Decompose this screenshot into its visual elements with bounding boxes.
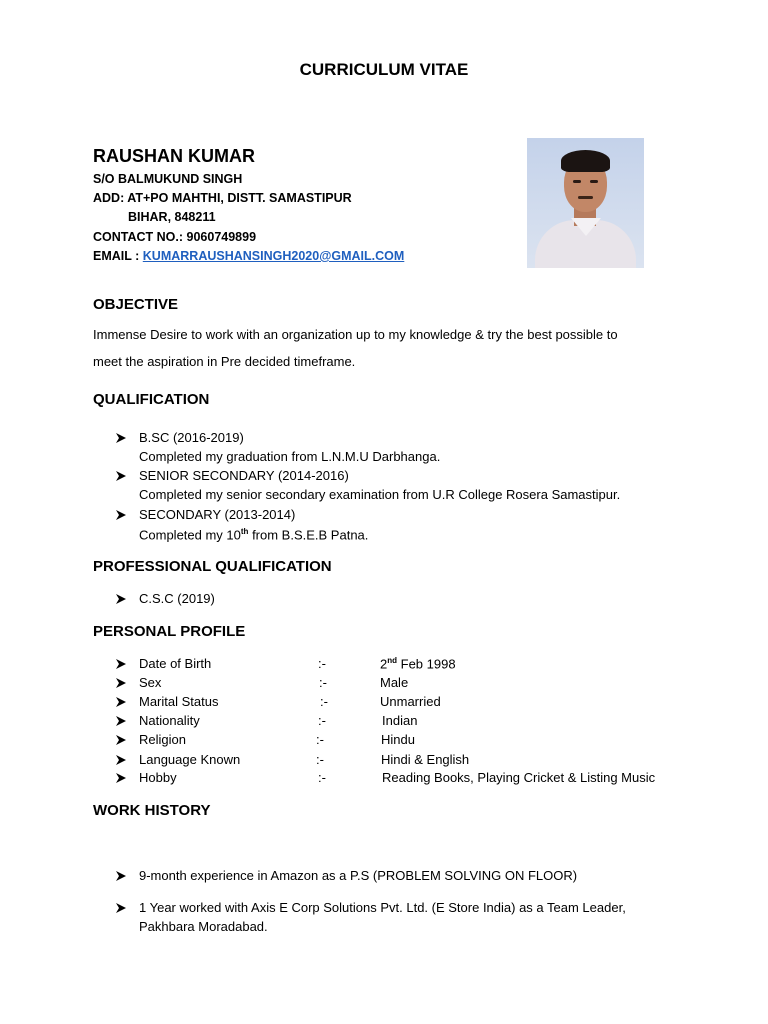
profile-photo — [527, 138, 644, 268]
professional-heading: PROFESSIONAL QUALIFICATION — [93, 558, 332, 575]
value-superscript: nd — [387, 656, 398, 665]
work-item-2-line-2: Pakhbara Moradabad. — [139, 919, 268, 934]
work-item-2-line-1: 1 Year worked with Axis E Corp Solutions Pvt. Ltd. (E Store India) as a Team Leader, — [139, 900, 626, 915]
personal-value-language: Hindi & English — [381, 752, 470, 767]
objective-line-1: Immense Desire to work with an organization up to my knowledge & try the best possible to — [93, 327, 618, 342]
arrowhead-bullet-icon — [115, 658, 127, 670]
personal-heading: PERSONAL PROFILE — [93, 623, 246, 640]
arrowhead-bullet-icon — [115, 509, 127, 521]
address-line-2: BIHAR, 848211 — [128, 210, 216, 224]
qualification-title-1: B.SC (2016-2019) — [139, 430, 244, 445]
personal-value-nationality: Indian — [382, 713, 418, 728]
value-text: 2 — [380, 656, 388, 672]
arrowhead-bullet-icon — [115, 432, 127, 444]
contact-number: CONTACT NO.: 9060749899 — [93, 230, 257, 244]
personal-value-marital: Unmarried — [380, 694, 441, 709]
personal-separator: :- — [318, 656, 326, 671]
arrowhead-bullet-icon — [115, 593, 127, 605]
parent-name: S/O BALMUKUND SINGH — [93, 172, 243, 186]
personal-separator: :- — [319, 675, 327, 690]
personal-label-sex: Sex — [139, 675, 162, 690]
email-link[interactable]: KUMARRAUSHANSINGH2020@GMAIL.COM — [142, 249, 405, 263]
work-history-heading: WORK HISTORY — [93, 802, 211, 819]
personal-label-hobby: Hobby — [139, 770, 177, 785]
professional-item-1: C.S.C (2019) — [139, 591, 215, 606]
qualification-heading: QUALIFICATION — [93, 391, 210, 408]
arrowhead-bullet-icon — [115, 772, 127, 784]
arrowhead-bullet-icon — [115, 470, 127, 482]
objective-line-2: meet the aspiration in Pre decided timeframe. — [93, 354, 356, 369]
email-label: EMAIL : — [93, 249, 143, 263]
arrowhead-bullet-icon — [115, 870, 127, 882]
work-item-1: 9-month experience in Amazon as a P.S (PROBLEM SOLVING ON FLOOR) — [139, 868, 578, 883]
arrowhead-bullet-icon — [115, 902, 127, 914]
qualification-title-3: SECONDARY (2013-2014) — [139, 507, 296, 522]
qualification-title-2: SENIOR SECONDARY (2014-2016) — [139, 468, 349, 483]
personal-separator: :- — [318, 770, 326, 785]
arrowhead-bullet-icon — [115, 715, 127, 727]
personal-label-nationality: Nationality — [139, 713, 200, 728]
value-text: Feb 1998 — [397, 656, 456, 672]
personal-value-dob — [380, 656, 456, 671]
candidate-name: RAUSHAN KUMAR — [93, 146, 255, 166]
qualification-detail-2: Completed my senior secondary examination from U.R College Rosera Samastipur. — [139, 487, 621, 502]
document-title: CURRICULUM VITAE — [299, 60, 469, 79]
personal-separator: :- — [316, 732, 324, 747]
personal-value-sex: Male — [380, 675, 409, 690]
personal-label-religion: Religion — [139, 732, 186, 747]
email-row — [93, 249, 404, 263]
personal-label-dob: Date of Birth — [139, 656, 212, 671]
objective-heading: OBJECTIVE — [93, 296, 179, 313]
arrowhead-bullet-icon — [115, 754, 127, 766]
personal-separator: :- — [318, 713, 326, 728]
arrowhead-bullet-icon — [115, 696, 127, 708]
personal-value-religion: Hindu — [381, 732, 415, 747]
personal-label-marital: Marital Status — [139, 694, 219, 709]
personal-label-language: Language Known — [139, 752, 241, 767]
qualification-detail-1: Completed my graduation from L.N.M.U Darbhanga. — [139, 449, 441, 464]
detail-text: from B.S.E.B Patna. — [248, 527, 369, 543]
arrowhead-bullet-icon — [115, 677, 127, 689]
personal-separator: :- — [320, 694, 328, 709]
detail-superscript: th — [240, 527, 249, 536]
arrowhead-bullet-icon — [115, 734, 127, 746]
detail-text: Completed my 10 — [139, 527, 241, 543]
personal-value-hobby: Reading Books, Playing Cricket & Listing Music — [382, 770, 656, 785]
address-line-1: ADD: AT+PO MAHTHI, DISTT. SAMASTIPUR — [93, 191, 352, 205]
personal-separator: :- — [316, 752, 324, 767]
qualification-detail-3 — [139, 527, 368, 542]
